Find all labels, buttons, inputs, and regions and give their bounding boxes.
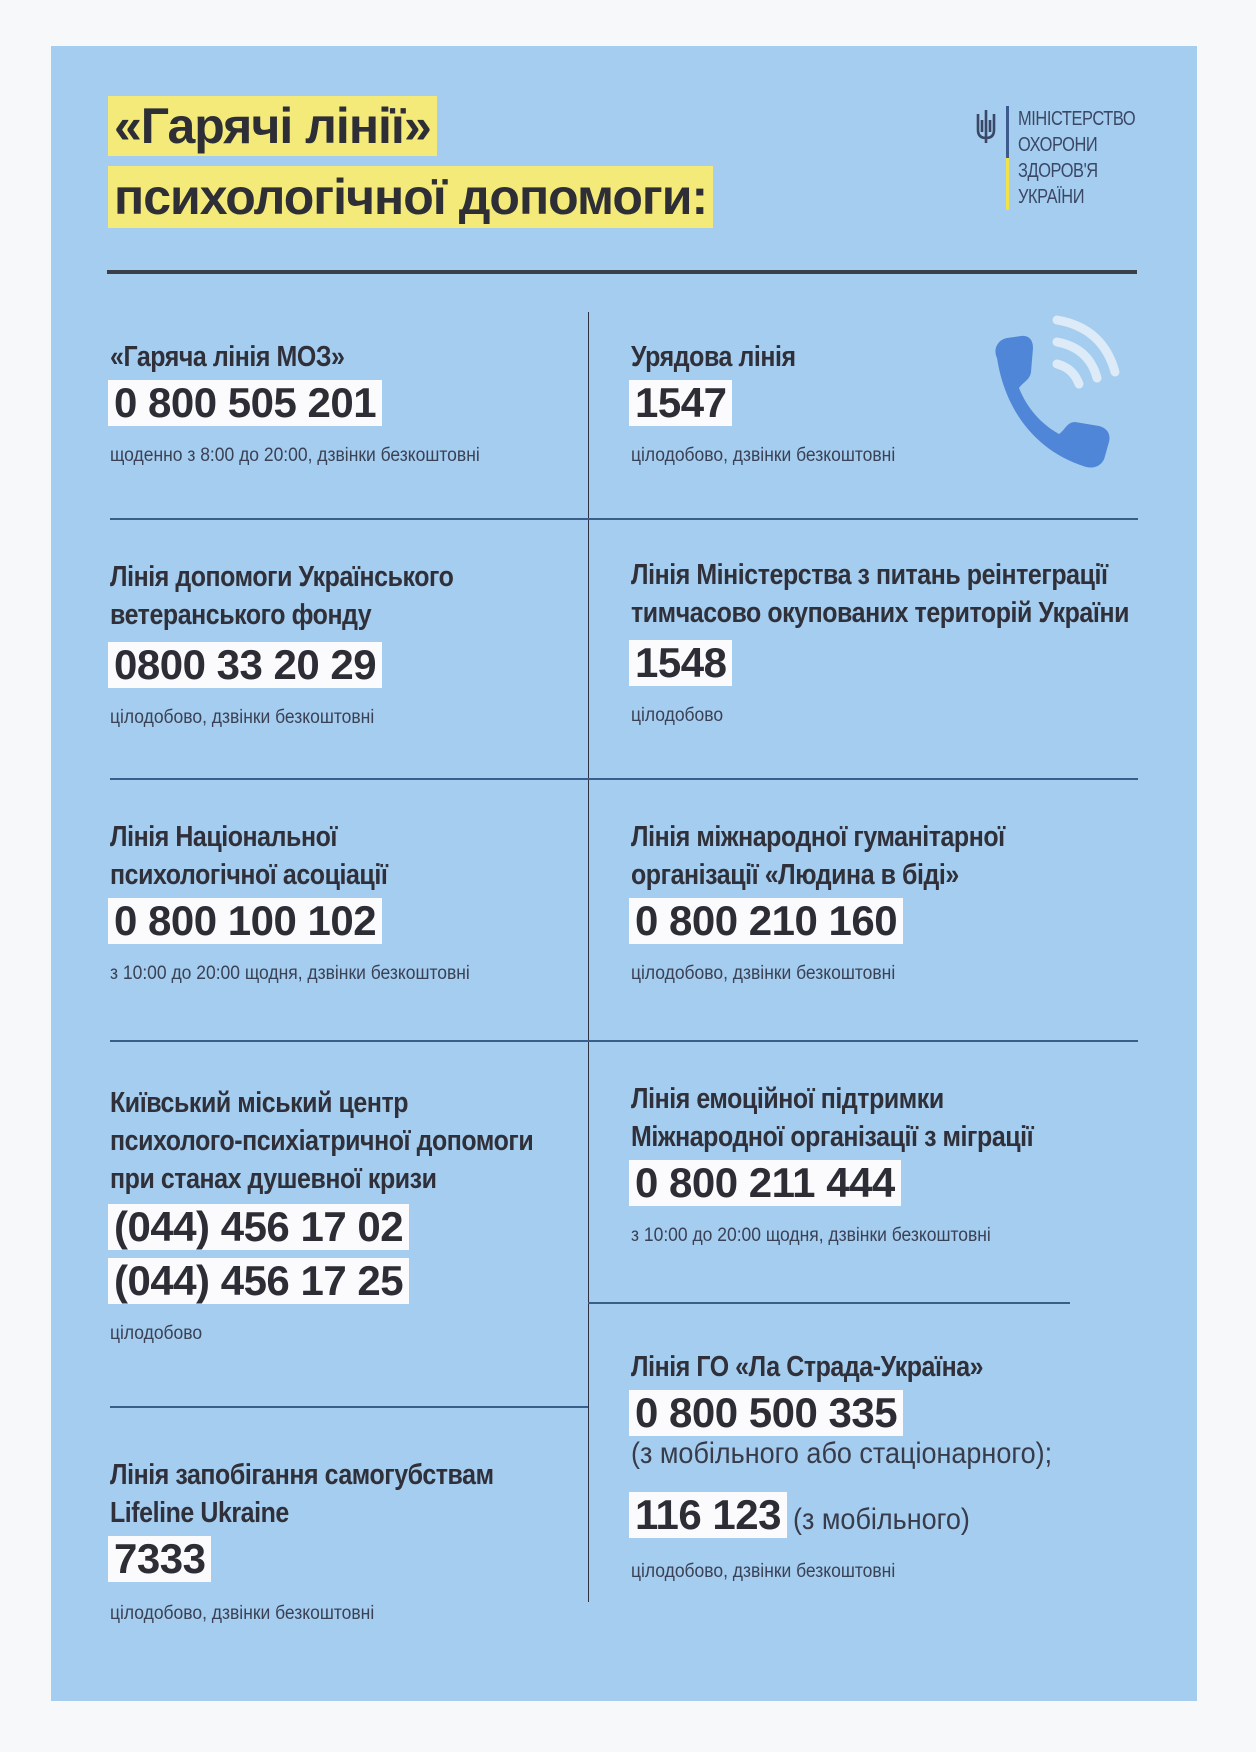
row-divider [110, 778, 1138, 780]
title-line-1: «Гарячі лінії» [108, 96, 437, 156]
hotline-name-line: ветеранського фонду [110, 599, 372, 631]
phone-number[interactable]: 0 800 210 160 [629, 898, 903, 944]
hotline-schedule: цілодобово, дзвінки безкоштовні [631, 963, 896, 984]
phone-row [631, 1492, 1099, 1538]
ministry-logo [975, 106, 1161, 210]
hotline-name-line: при станах душевної кризи [110, 1163, 437, 1195]
column-divider [588, 312, 589, 1602]
row-divider [110, 1406, 588, 1408]
phone-note: (з мобільного) [793, 1503, 971, 1536]
hotline-kyiv-crisis-center [110, 1084, 602, 1346]
hotline-schedule: цілодобово, дзвінки безкоштовні [110, 707, 375, 728]
row-divider [110, 518, 1138, 520]
phone-number[interactable]: 7333 [108, 1536, 211, 1582]
ministry-flag-bar [1006, 106, 1009, 210]
row-divider [110, 1040, 1138, 1042]
hotline-reintegration [631, 556, 1210, 728]
hotline-name-line: Лінія емоційної підтримки [631, 1083, 944, 1115]
phone-number[interactable]: (044) 456 17 02 [108, 1204, 409, 1250]
ministry-line: УКРАЇНИ [1018, 186, 1085, 208]
ministry-line: МІНІСТЕРСТВО [1018, 108, 1136, 130]
phone-number[interactable]: 1547 [629, 380, 732, 426]
phone-number[interactable]: 0 800 100 102 [108, 898, 382, 944]
ministry-line: ЗДОРОВ'Я [1018, 160, 1098, 182]
hotline-name-line: Лінія Національної [110, 821, 337, 853]
hotline-name-line: організації «Людина в біді» [631, 859, 959, 891]
phone-number[interactable]: (044) 456 17 25 [108, 1258, 409, 1304]
row-divider [588, 1302, 1070, 1304]
phone-number[interactable]: 0 800 505 201 [108, 380, 382, 426]
hotline-schedule: цілодобово [110, 1323, 203, 1344]
phone-note: (з мобільного або стаціонарного); [631, 1437, 1053, 1470]
hotline-la-strada [631, 1348, 1099, 1584]
ministry-line: ОХОРОНИ [1018, 134, 1098, 156]
hotline-name: Урядова лінія [631, 341, 796, 373]
phone-number[interactable]: 0 800 211 444 [629, 1160, 901, 1206]
phone-number[interactable]: 1548 [629, 640, 732, 686]
hotline-name-line: тимчасово окупованих територій України [631, 597, 1129, 629]
hotline-name-line: Лінія Міністерства з питань реінтеграції [631, 559, 1108, 591]
hotline-iom-emotional-support [631, 1080, 1099, 1248]
title-line-2: психологічної допомоги: [108, 166, 713, 228]
hotline-name: Лінія ГО «Ла Страда-Україна» [631, 1351, 984, 1383]
hotline-government [631, 338, 918, 468]
hotline-name-line: Київський міський центр [110, 1087, 409, 1119]
hotline-lifeline-ukraine [110, 1456, 556, 1626]
hotline-psychological-association [110, 818, 501, 986]
hotline-people-in-need [631, 818, 1066, 986]
trident-icon [975, 108, 997, 144]
hotline-schedule: цілодобово, дзвінки безкоштовні [631, 1561, 896, 1582]
hotline-name-line: Лінія міжнародної гуманітарної [631, 821, 1005, 853]
hotline-schedule: з 10:00 до 20:00 щодня, дзвінки безкоштовні [631, 1225, 991, 1246]
hotline-schedule: цілодобово [631, 705, 724, 726]
phone-number[interactable]: 0 800 500 335 [629, 1390, 903, 1436]
hotline-schedule: щоденно з 8:00 до 20:00, дзвінки безкоштовні [110, 445, 480, 466]
phone-number[interactable]: 0800 33 20 29 [108, 642, 382, 688]
hotline-name-line: Лінія допомоги Українського [110, 561, 454, 593]
hotline-schedule: цілодобово, дзвінки безкоштовні [110, 1603, 375, 1624]
hotline-name-line: Лінія запобігання самогубствам [110, 1459, 494, 1491]
phone-number[interactable]: 116 123 [629, 1492, 787, 1538]
hotline-moz [110, 338, 512, 468]
ministry-name [1018, 106, 1135, 210]
header-divider [107, 270, 1137, 274]
hotline-veteran-fund [110, 558, 509, 730]
hotline-name-line: психологічної асоціації [110, 859, 388, 891]
hotline-schedule: цілодобово, дзвінки безкоштовні [631, 445, 896, 466]
hotline-schedule: з 10:00 до 20:00 щодня, дзвінки безкоштовні [110, 963, 470, 984]
hotline-name-line: Lifeline Ukraine [110, 1497, 289, 1529]
phone-call-icon [975, 310, 1125, 480]
hotline-name-line: Міжнародної організації з міграції [631, 1121, 1034, 1153]
hotline-name-line: психолого-психіатричної допомоги [110, 1125, 534, 1157]
hotline-name: «Гаряча лінія МОЗ» [110, 341, 345, 373]
